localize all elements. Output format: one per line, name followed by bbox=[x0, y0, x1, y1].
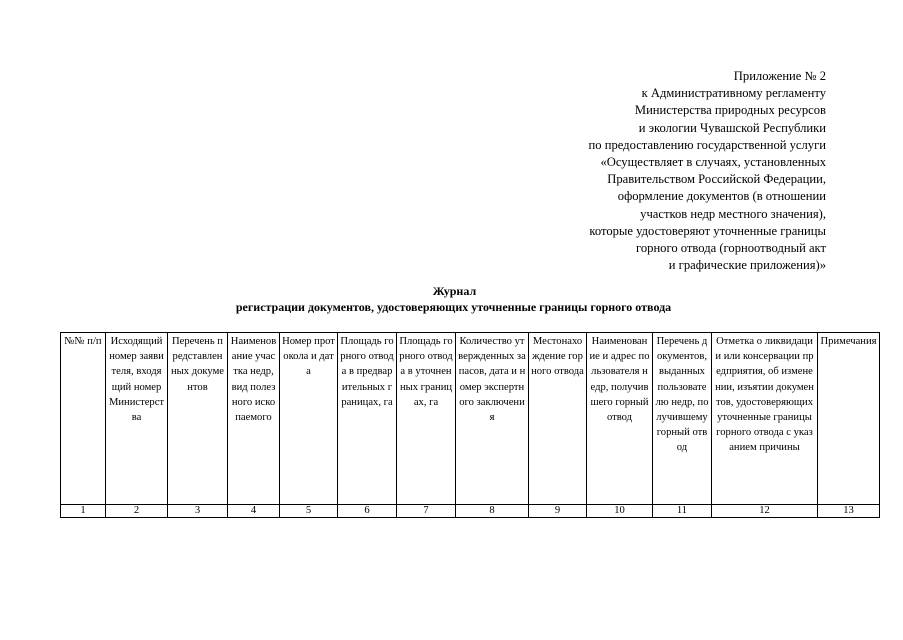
column-number: 2 bbox=[106, 505, 168, 518]
journal-table bbox=[60, 332, 880, 518]
appendix-line: к Административному регламенту bbox=[641, 86, 826, 101]
column-header-reserves: Количество утвержденных запасов, дата и номер экспертного заключения bbox=[456, 333, 529, 505]
appendix-line: и экологии Чувашской Республики bbox=[638, 120, 826, 135]
appendix-line: и графические приложения)» bbox=[668, 258, 826, 273]
journal-title: Журнал bbox=[432, 284, 477, 298]
column-header-location: Местонахождение горного отвода bbox=[529, 333, 587, 505]
column-number: 6 bbox=[338, 505, 397, 518]
column-number: 10 bbox=[587, 505, 653, 518]
appendix-line: по предоставлению государственной услуги bbox=[588, 137, 826, 152]
column-number: 8 bbox=[456, 505, 529, 518]
column-header-protocol: Номер протокола и дата bbox=[280, 333, 338, 505]
column-header-liquidation-mark: Отметка о ликвидации или консервации предприятия, об изменении, изъятии документов, удостоверяющих уточненные границы горного отвода с указанием причины bbox=[712, 333, 818, 505]
appendix-line: Правительством Российской Федерации, bbox=[607, 172, 826, 187]
column-header-area-refined: Площадь горного отвода в уточненных границах, га bbox=[397, 333, 456, 505]
appendix-line: оформление документов (в отношении bbox=[617, 189, 826, 204]
column-number: 11 bbox=[653, 505, 712, 518]
appendix-line: которые удостоверяют уточненные границы bbox=[589, 223, 826, 238]
column-number-row bbox=[61, 505, 880, 518]
column-number: 1 bbox=[61, 505, 106, 518]
column-header-user: Наименование и адрес пользователя недр, получившего горный отвод bbox=[587, 333, 653, 505]
column-header-number: №№ п/п bbox=[61, 333, 106, 505]
appendix-line: Приложение № 2 bbox=[733, 69, 826, 83]
column-number: 4 bbox=[228, 505, 280, 518]
column-header-notes: Примечания bbox=[818, 333, 880, 505]
table-header-row bbox=[61, 333, 880, 505]
column-header-area-preliminary: Площадь горного отвода в предварительных границах, га bbox=[338, 333, 397, 505]
journal-heading bbox=[0, 284, 903, 315]
column-number: 5 bbox=[280, 505, 338, 518]
appendix-line: участков недр местного значения), bbox=[640, 206, 826, 221]
column-number: 3 bbox=[168, 505, 228, 518]
column-header-issued-documents: Перечень документов, выданных пользователю недр, получившему горный отвод bbox=[653, 333, 712, 505]
column-number: 12 bbox=[712, 505, 818, 518]
column-number: 7 bbox=[397, 505, 456, 518]
journal-subtitle: регистрации документов, удостоверяющих уточненные границы горного отвода bbox=[235, 299, 672, 314]
column-number: 13 bbox=[818, 505, 880, 518]
appendix-line: горного отвода (горноотводный акт bbox=[636, 241, 826, 256]
column-header-outgoing-number: Исходящий номер заявителя, входящий номер Министерства bbox=[106, 333, 168, 505]
appendix-line: Министерства природных ресурсов bbox=[634, 103, 826, 118]
column-number: 9 bbox=[529, 505, 587, 518]
column-header-subsoil-area: Наименование участка недр, вид полезного ископаемого bbox=[228, 333, 280, 505]
column-header-documents-list: Перечень представленных документов bbox=[168, 333, 228, 505]
appendix-header bbox=[589, 68, 826, 274]
appendix-line: «Осуществляет в случаях, установленных bbox=[600, 155, 826, 170]
